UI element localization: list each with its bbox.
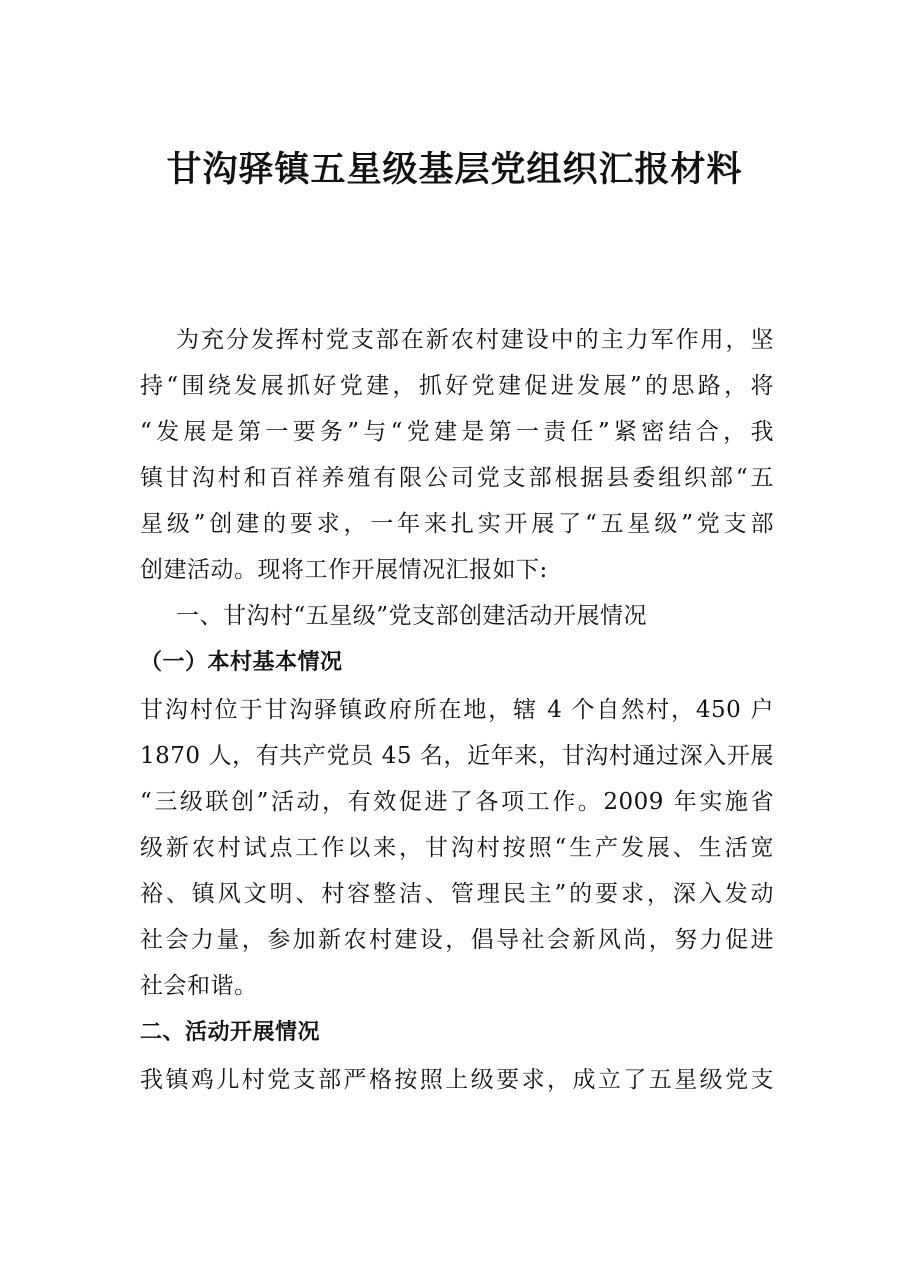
intro-line-1: 为充分发挥村党支部在新农村建设中的主力军作用，坚 — [176, 327, 774, 353]
intro-line-3: “发展是第一要务”与“党建是第一责任”紧密结合，我 — [140, 419, 774, 445]
intro-line-4: 镇甘沟村和百祥养殖有限公司党支部根据县委组织部“五 — [140, 465, 774, 491]
subsection1-line-1: 甘沟村位于甘沟驿镇政府所在地，辖 4 个自然村，450 户 — [140, 697, 774, 723]
document-body — [140, 317, 774, 1103]
subsection1-line-7: 社会和谐。 — [140, 973, 258, 999]
subsection1-line-3: “三级联创”活动，有效促进了各项工作。2009 年实施省 — [140, 789, 774, 815]
subsection1-line-4: 级新农村试点工作以来，甘沟村按照“生产发展、生活宽 — [140, 835, 774, 861]
intro-line-5: 星级”创建的要求，一年来扎实开展了“五星级”党支部 — [140, 511, 774, 537]
section2-heading: 二、活动开展情况 — [140, 1020, 321, 1045]
subsection1-line-5: 裕、镇风文明、村容整洁、管理民主”的要求，深入发动 — [140, 881, 774, 907]
subsection1-heading: （一）本村基本情况 — [140, 650, 343, 675]
subsection1-line-2: 1870 人，有共产党员 45 名，近年来，甘沟村通过深入开展 — [140, 743, 774, 769]
section1-heading: 一、甘沟村“五星级”党支部创建活动开展情况 — [176, 603, 648, 629]
intro-line-2: 持“围绕发展抓好党建，抓好党建促进发展”的思路，将 — [140, 373, 774, 399]
subsection1-line-6: 社会力量，参加新农村建设，倡导社会新风尚，努力促进 — [140, 927, 774, 953]
section2-line-1: 我镇鸡儿村党支部严格按照上级要求，成立了五星级党支 — [140, 1067, 774, 1093]
document-title: 甘沟驿镇五星级基层党组织汇报材料 — [166, 150, 743, 190]
intro-line-6: 创建活动。现将工作开展情况汇报如下: — [140, 557, 548, 583]
